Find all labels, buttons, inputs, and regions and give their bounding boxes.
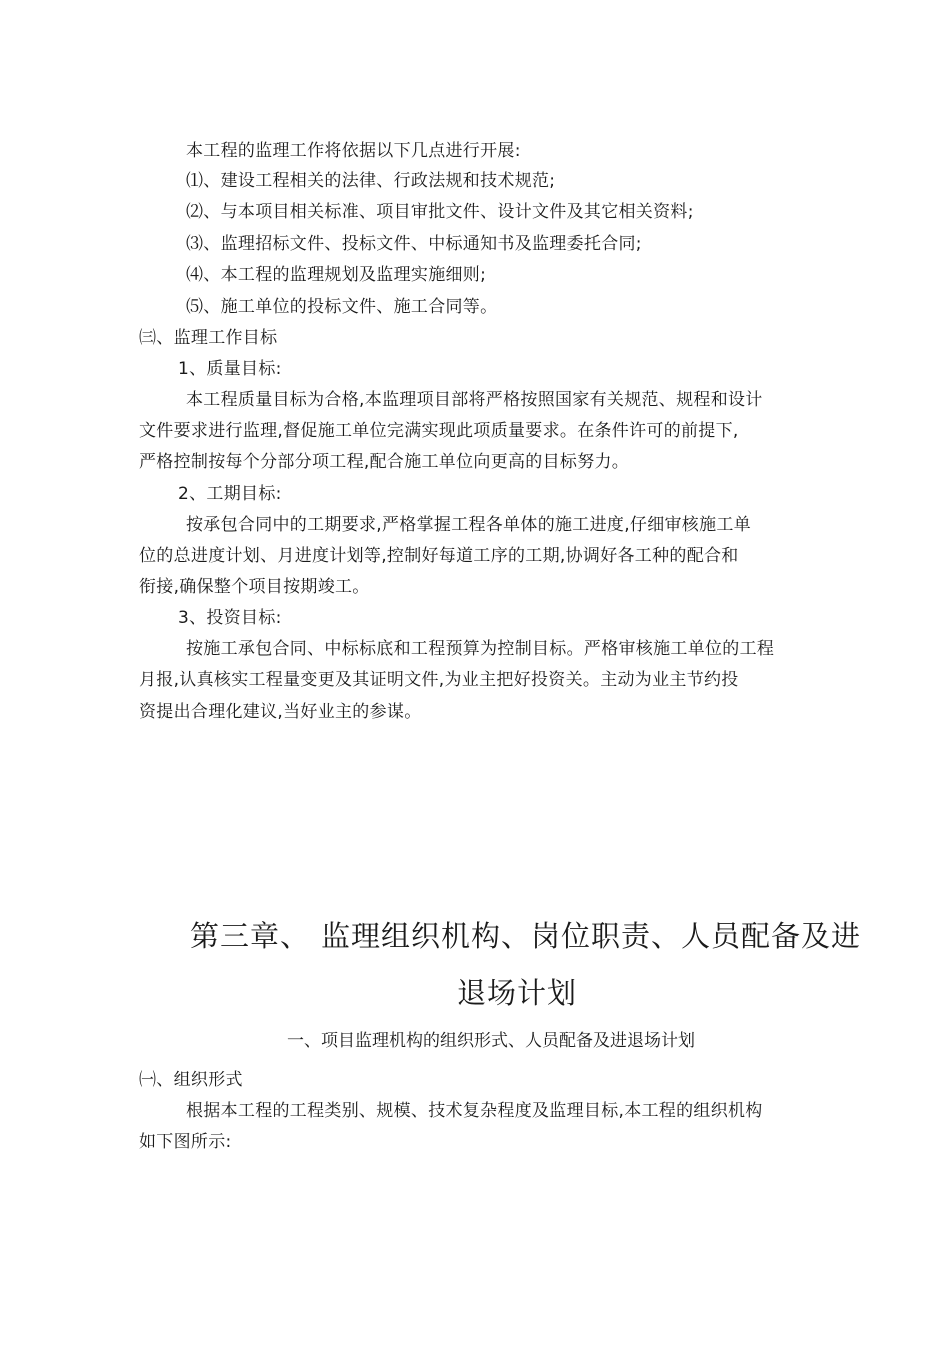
section-title: 一、项目监理机构的组织形式、人员配备及进退场计划 [287, 1031, 695, 1051]
intro-item: ⑸、施工单位的投标文件、施工合同等。 [186, 297, 498, 317]
schedule-goal-text: 衔接,确保整个项目按期竣工。 [139, 577, 370, 597]
body-text: 根据本工程的工程类别、规模、技术复杂程度及监理目标,本工程的组织机构 [186, 1101, 763, 1121]
quality-goal-text: 严格控制按每个分部分项工程,配合施工单位向更高的目标努力。 [139, 452, 630, 472]
quality-goal-text: 文件要求进行监理,督促施工单位完满实现此项质量要求。在条件许可的前提下, [139, 421, 739, 441]
intro-item: ⑷、本工程的监理规划及监理实施细则; [186, 265, 487, 285]
quality-goal-text: 本工程质量目标为合格,本监理项目部将严格按照国家有关规范、规程和设计 [186, 390, 763, 410]
quality-goal-title: 1、质量目标: [178, 359, 282, 379]
investment-goal-text: 按施工承包合同、中标标底和工程预算为控制目标。严格审核施工单位的工程 [186, 639, 775, 659]
intro-item: ⑴、建设工程相关的法律、行政法规和技术规范; [186, 171, 556, 191]
investment-goal-text: 月报,认真核实工程量变更及其证明文件,为业主把好投资关。主动为业主节约投 [139, 670, 739, 690]
schedule-goal-title: 2、工期目标: [178, 484, 282, 504]
investment-goal-title: 3、投资目标: [178, 608, 282, 628]
schedule-goal-text: 按承包合同中的工期要求,严格掌握工程各单体的施工进度,仔细审核施工单 [186, 515, 752, 535]
chapter-title-continued: 退场计划 [457, 976, 578, 1010]
intro-lead: 本工程的监理工作将依据以下几点进行开展: [186, 141, 521, 161]
schedule-goal-text: 位的总进度计划、月进度计划等,控制好每道工序的工期,协调好各工种的配合和 [139, 546, 739, 566]
investment-goal-text: 资提出合理化建议,当好业主的参谋。 [139, 702, 422, 722]
body-text: 如下图所示: [139, 1132, 232, 1152]
goals-heading: ㈢、监理工作目标 [139, 328, 278, 348]
intro-item: ⑵、与本项目相关标准、项目审批文件、设计文件及其它相关资料; [186, 202, 694, 222]
chapter-title: 监理组织机构、岗位职责、人员配备及进 [321, 919, 862, 953]
intro-item: ⑶、监理招标文件、投标文件、中标通知书及监理委托合同; [186, 234, 642, 254]
chapter-number: 第三章、 [190, 919, 311, 953]
sub-heading: ㈠、组织形式 [139, 1070, 243, 1090]
